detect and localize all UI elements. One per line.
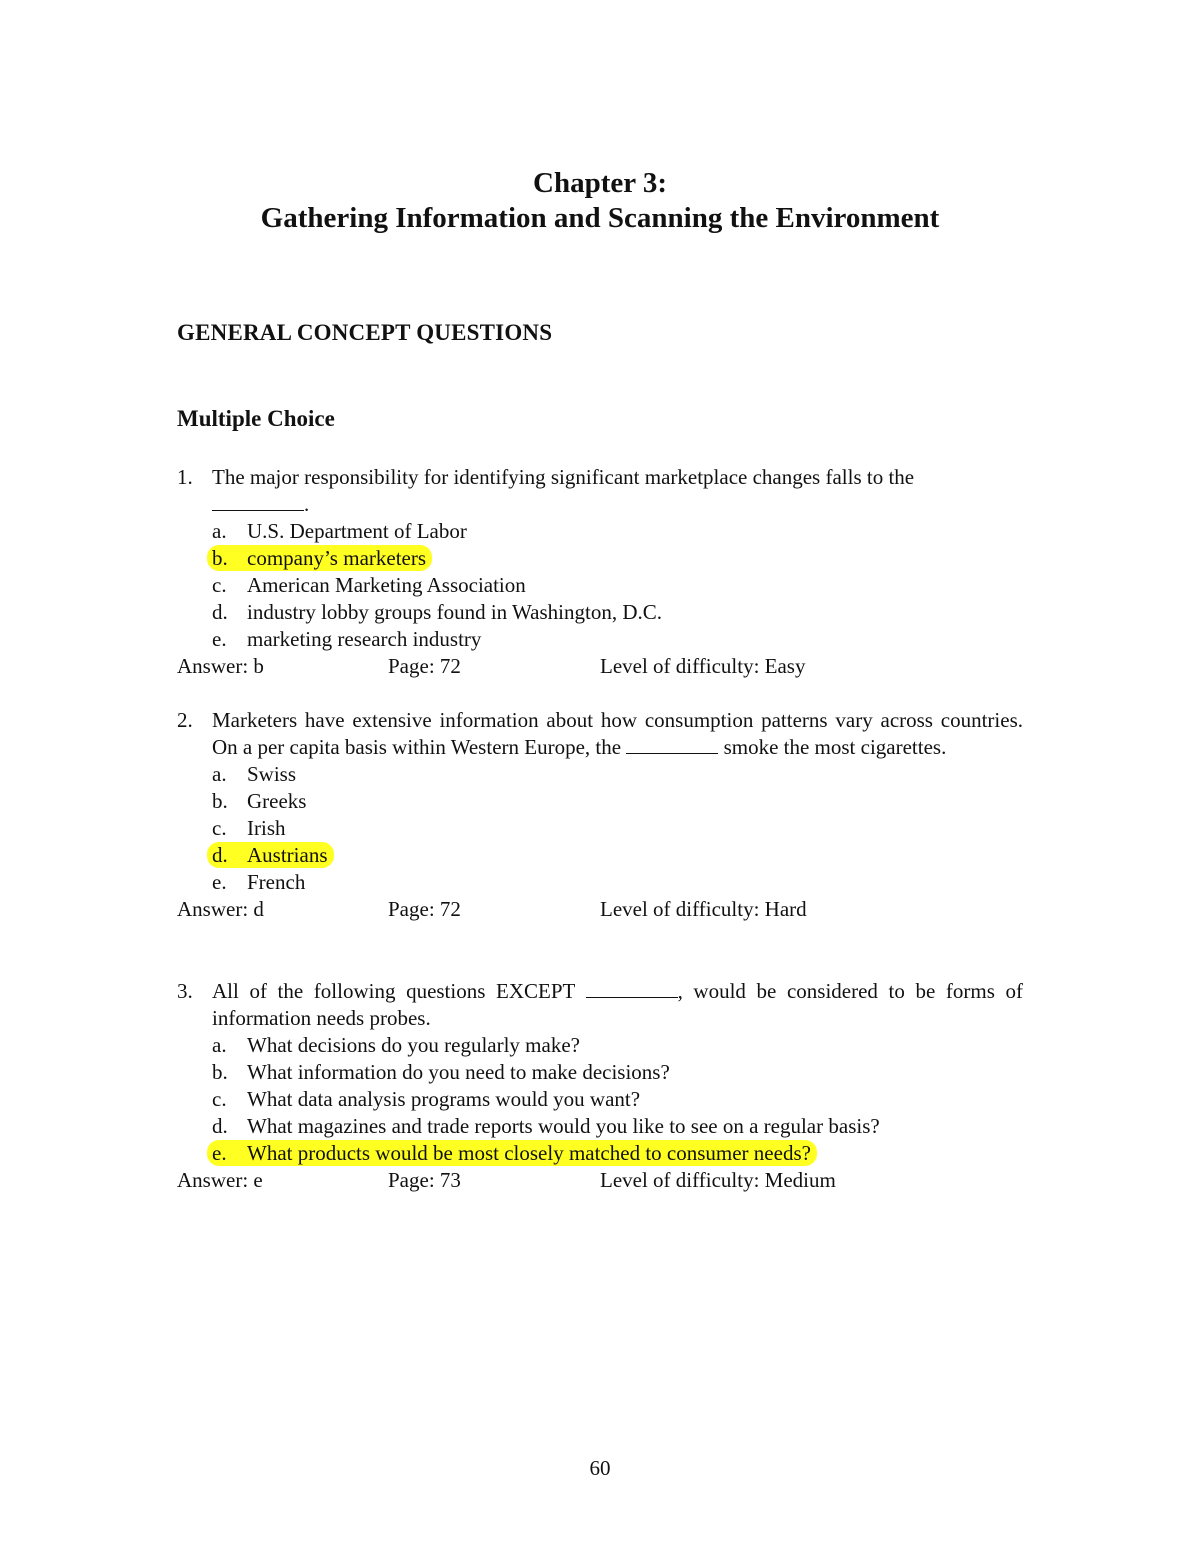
option-text: What data analysis programs would you want?	[247, 1087, 641, 1111]
question-stem	[177, 464, 1023, 518]
option-text: What decisions do you regularly make?	[247, 1033, 580, 1057]
answer-blank	[626, 735, 718, 754]
question-1	[177, 464, 1023, 680]
option-text: company’s marketers	[247, 546, 427, 570]
page-reference: Page: 72	[388, 897, 461, 921]
option-list	[177, 518, 1023, 653]
option-text: French	[247, 870, 306, 894]
highlight-marker: d. Austrians	[207, 842, 334, 868]
option-text: industry lobby groups found in Washington, D.C.	[247, 600, 663, 624]
question-stem	[177, 978, 1023, 1032]
option-b-correct	[177, 545, 1023, 572]
difficulty-level: Level of difficulty: Medium	[600, 1168, 836, 1192]
question-text-end: .	[304, 492, 310, 516]
subsection-heading: Multiple Choice	[177, 406, 335, 431]
difficulty-level: Level of difficulty: Easy	[600, 654, 806, 678]
answer-key: Answer: b	[177, 654, 264, 678]
option-text: American Marketing Association	[247, 573, 526, 597]
answer-meta	[177, 653, 1023, 680]
option-b: b. What information do you need to make decisions?	[212, 1060, 670, 1084]
option-text: Swiss	[247, 762, 297, 786]
page-reference: Page: 72	[388, 654, 461, 678]
option-text: What magazines and trade reports would you like to see on a regular basis?	[247, 1114, 880, 1138]
option-text: Irish	[247, 816, 286, 840]
question-number: 2.	[177, 708, 193, 732]
option-d: d. What magazines and trade reports would you like to see on a regular basis?	[212, 1114, 880, 1138]
chapter-title	[0, 166, 1200, 236]
option-c: c. What data analysis programs would you want?	[212, 1087, 641, 1111]
option-d: d. industry lobby groups found in Washington, D.C.	[212, 600, 663, 624]
question-text: All of the following questions EXCEPT	[212, 979, 575, 1003]
highlight-marker: b. company’s marketers	[207, 545, 432, 571]
question-text: Marketers have extensive information about how consumption patterns vary across countries. On a per capita basis within Western Europe, the	[212, 708, 1023, 759]
question-text-end: , would be considered to be forms of information needs probes.	[212, 979, 1023, 1030]
answer-meta	[177, 1167, 1023, 1194]
option-e: e. French	[212, 870, 306, 894]
option-text: marketing research industry	[247, 627, 482, 651]
option-e: e. marketing research industry	[212, 627, 482, 651]
option-c: c. Irish	[212, 816, 286, 840]
option-a: a. What decisions do you regularly make?	[212, 1033, 580, 1057]
option-text: What products would be most closely matched to consumer needs?	[247, 1141, 811, 1165]
chapter-number: Chapter 3:	[533, 167, 667, 199]
answer-key: Answer: e	[177, 1168, 263, 1192]
answer-blank	[586, 979, 678, 998]
question-2	[177, 707, 1023, 923]
chapter-name: Gathering Information and Scanning the Environment	[260, 202, 940, 234]
page-reference: Page: 73	[388, 1168, 461, 1192]
option-list	[177, 761, 1023, 896]
option-e-correct	[177, 1140, 1023, 1167]
option-a: a. U.S. Department of Labor	[212, 519, 467, 543]
question-text-end: smoke the most cigarettes.	[723, 735, 947, 759]
question-stem	[177, 707, 1023, 761]
option-a: a. Swiss	[212, 762, 297, 786]
question-3	[177, 978, 1023, 1194]
highlight-marker: e. What products would be most closely matched to consumer needs?	[207, 1140, 817, 1166]
answer-key: Answer: d	[177, 897, 264, 921]
option-d-correct	[177, 842, 1023, 869]
question-number: 3.	[177, 979, 193, 1003]
section-heading: GENERAL CONCEPT QUESTIONS	[177, 320, 553, 345]
option-text: Greeks	[247, 789, 307, 813]
option-list	[177, 1032, 1023, 1167]
option-text: Austrians	[247, 843, 328, 867]
difficulty-level: Level of difficulty: Hard	[600, 897, 807, 921]
question-text: The major responsibility for identifying significant marketplace changes falls to the	[212, 465, 915, 489]
option-c: c. American Marketing Association	[212, 573, 526, 597]
answer-blank	[212, 492, 304, 511]
option-text: U.S. Department of Labor	[247, 519, 467, 543]
question-number: 1.	[177, 465, 193, 489]
answer-meta	[177, 896, 1023, 923]
option-text: What information do you need to make decisions?	[247, 1060, 670, 1084]
option-b: b. Greeks	[212, 789, 307, 813]
page-number: 60	[589, 1456, 611, 1480]
